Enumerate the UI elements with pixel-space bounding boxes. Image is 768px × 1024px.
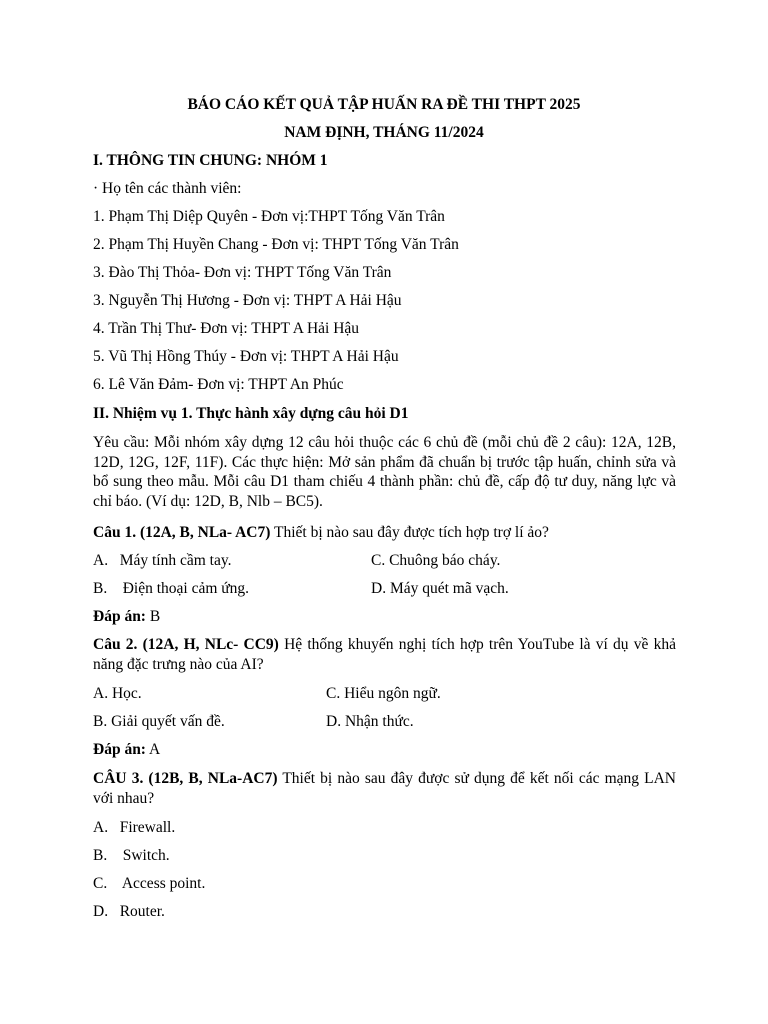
section2-heading: II. Nhiệm vụ 1. Thực hành xây dựng câu hỏi D1 (93, 405, 409, 422)
option-d: D. Nhận thức. (326, 713, 414, 730)
member-item: 4. Trần Thị Thư- Đơn vị: THPT A Hải Hậu (93, 320, 360, 337)
option-b: B. Giải quyết vấn đề. (93, 713, 225, 730)
question-label: Câu 2. (12A, H, NLc- CC9) (93, 636, 279, 653)
member-item: 1. Phạm Thị Diệp Quyên - Đơn vị:THPT Tống Văn Trân (93, 208, 445, 225)
question-text: Thiết bị nào sau đây được sử dụng để kết nối các mạng LAN với nhau? (93, 770, 676, 807)
option-d: D. Máy quét mã vạch. (371, 580, 509, 597)
section1-heading: I. THÔNG TIN CHUNG: NHÓM 1 (93, 152, 328, 169)
members-label: · Họ tên các thành viên: (93, 180, 242, 197)
option-a: A. Học. (93, 685, 142, 702)
answer-1: Đáp án: B (93, 608, 161, 625)
member-item: 3. Đào Thị Thỏa- Đơn vị: THPT Tống Văn Trân (93, 264, 392, 281)
document-subtitle: NAM ĐỊNH, THÁNG 11/2024 (284, 124, 484, 141)
question-2 (93, 635, 676, 674)
requirement-paragraph: Yêu cầu: Mỗi nhóm xây dựng 12 câu hỏi thuộc các 6 chủ đề (mỗi chủ đề 2 câu): 12A, 12B, 12D, 12G, 12F, 11F). Các thực hiện: Mở sản phẩm đã chuẩn bị trước tập huấn, chỉnh sửa và bổ sung theo mẫu. Mỗi câu D1 tham chiếu 4 thành phần: chủ đề, cấp độ tư duy, năng lực và chỉ báo. (Ví dụ: 12D, B, Nlb – BC5). (93, 434, 676, 510)
question-3 (93, 769, 676, 808)
member-item: 5. Vũ Thị Hồng Thúy - Đơn vị: THPT A Hải Hậu (93, 348, 399, 365)
member-item: 3. Nguyễn Thị Hương - Đơn vị: THPT A Hải Hậu (93, 292, 402, 309)
option-b: B. Switch. (93, 847, 170, 864)
member-item: 6. Lê Văn Đảm- Đơn vị: THPT An Phúc (93, 376, 344, 393)
question-text: Hệ thống khuyến nghị tích hợp trên YouTube là ví dụ về khả năng đặc trưng nào của AI? (93, 636, 676, 673)
option-d: D. Router. (93, 903, 165, 920)
option-c: C. Access point. (93, 875, 206, 892)
option-a: A. Máy tính cầm tay. (93, 552, 232, 569)
question-label: Câu 1. (12A, B, NLa- AC7) (93, 524, 271, 541)
option-b: B. Điện thoại cảm ứng. (93, 580, 250, 597)
member-item: 2. Phạm Thị Huyền Chang - Đơn vị: THPT Tống Văn Trân (93, 236, 459, 253)
question-1 (93, 523, 676, 543)
question-label: CÂU 3. (12B, B, NLa-AC7) (93, 770, 278, 787)
question-text: Thiết bị nào sau đây được tích hợp trợ lí ảo? (270, 524, 549, 541)
document-title: BÁO CÁO KẾT QUẢ TẬP HUẤN RA ĐỀ THI THPT 2025 (187, 96, 581, 113)
option-c: C. Hiểu ngôn ngữ. (326, 685, 441, 702)
answer-2: Đáp án: A (93, 741, 161, 758)
option-c: C. Chuông báo cháy. (371, 552, 501, 569)
option-a: A. Firewall. (93, 819, 176, 836)
